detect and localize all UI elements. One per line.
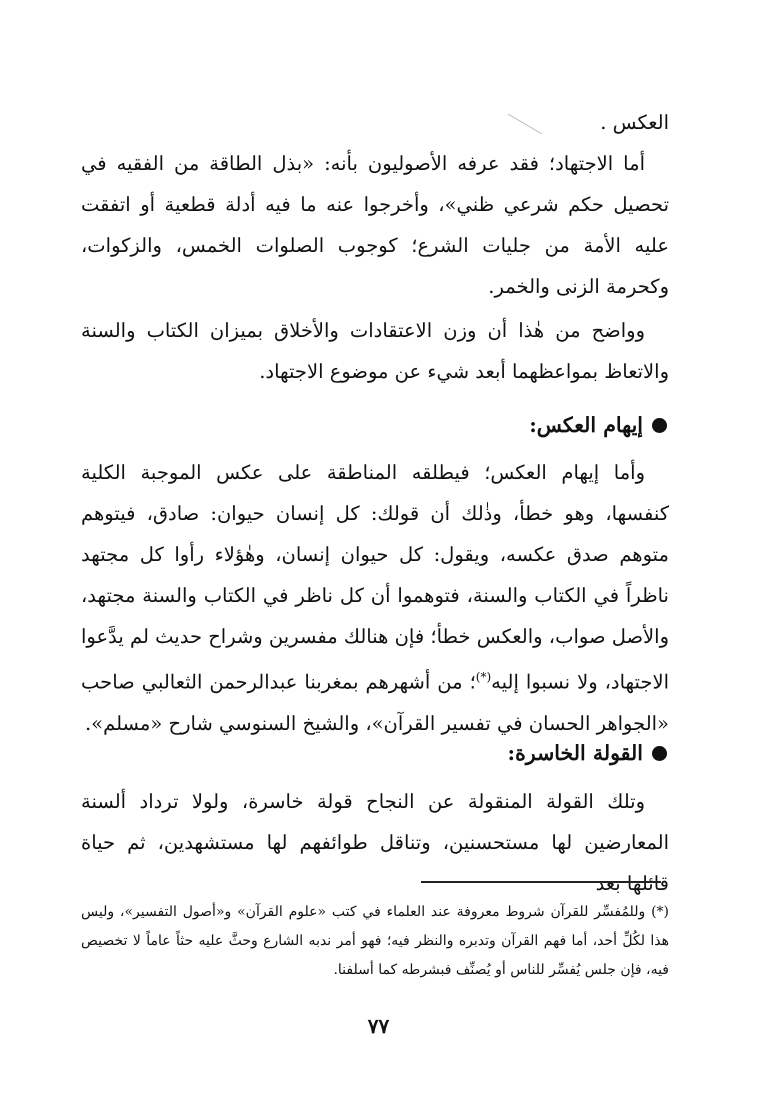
footnote-text xyxy=(81,898,669,985)
paragraph-1-text: العكس . xyxy=(600,111,669,134)
paragraph-4 xyxy=(81,452,669,744)
page-number: ٧٧ xyxy=(367,1014,390,1038)
section-heading-1-text: إيهام العكس: xyxy=(529,413,643,437)
footnote-divider xyxy=(421,881,661,883)
paragraph-2-text: أما الاجتهاد؛ فقد عرفه الأصوليون بأنه: «بذل الطاقة من الفقيه في تحصيل حكم شرعي ظني»، وأخرجوا عنه ما فيه أدلة قطعية أو اتفقت عليه الأمة من جليات الشرع؛ كوجوب الصلوات الخمس، والزكوات، وكحرمة الزنى والخمر. xyxy=(81,152,669,298)
paragraph-1 xyxy=(81,102,669,143)
section-heading-2-text: القولة الخاسرة: xyxy=(507,741,643,765)
paragraph-3 xyxy=(81,310,669,392)
footnote-marker: (*) xyxy=(651,904,669,920)
paragraph-5 xyxy=(81,781,669,904)
footnote xyxy=(81,898,669,985)
footnote-body: وللمُفسِّر للقرآن شروط معروفة عند العلماء في كتب «علوم القرآن» و«أصول التفسير»، وليس هذا لكُلِّ أحد، أما فهم القرآن وتدبره والنظر فيه؛ فهو أمر ندبه الشارع وحثَّ عليه حثاً عاماً لا تخصيص فيه، فإن جلس يُفسِّر للناس أو يُصنِّف فبشرطه كما أسلفنا. xyxy=(81,904,669,978)
section-heading-1 xyxy=(529,410,667,440)
paragraph-5-text: وتلك القولة المنقولة عن النجاح قولة خاسرة، ولولا ترداد ألسنة المعارضين لها مستحسنين، وتناقل طوائفهم لها مستشهدين، ثم حياة قائلها بعد xyxy=(81,790,669,895)
paragraph-3-text: وواضح من هٰذا أن وزن الاعتقادات والأخلاق بميزان الكتاب والسنة والاتعاظ بمواعظهما أبعد شيء عن موضوع الاجتهاد. xyxy=(81,319,669,383)
paragraph-4-tail: ؛ من أشهرهم بمغربنا عبدالرحمن الثعالبي صاحب «الجواهر الحسان في تفسير القرآن»، والشيخ السنوسي شارح «مسلم». xyxy=(81,670,669,735)
footnote-reference: (*) xyxy=(475,670,492,684)
section-heading-2 xyxy=(508,738,668,768)
paragraph-2 xyxy=(81,143,669,307)
bullet-dot-icon xyxy=(652,418,667,433)
paragraph-4-text xyxy=(81,452,669,744)
paragraph-4-body: وأما إيهام العكس؛ فيطلقه المناطقة على عكس الموجبة الكلية كنفسها، وهو خطأ، وذٰلك أن قولك: كل إنسان حيوان: صادق، فيتوهم متوهم صدق عكسه، ويقول: كل حيوان إنسان، وهٰؤلاء رأوا كل مجتهد ناظراً في الكتاب والسنة، فتوهموا أن كل ناظر في الكتاب والسنة مجتهد، والأصل صواب، والعكس خطأ؛ فإن هنالك مفسرين وشراح حديث لم يدَّعوا الاجتهاد، ولا نسبوا إليه xyxy=(81,461,669,694)
bullet-dot-icon xyxy=(652,746,667,761)
